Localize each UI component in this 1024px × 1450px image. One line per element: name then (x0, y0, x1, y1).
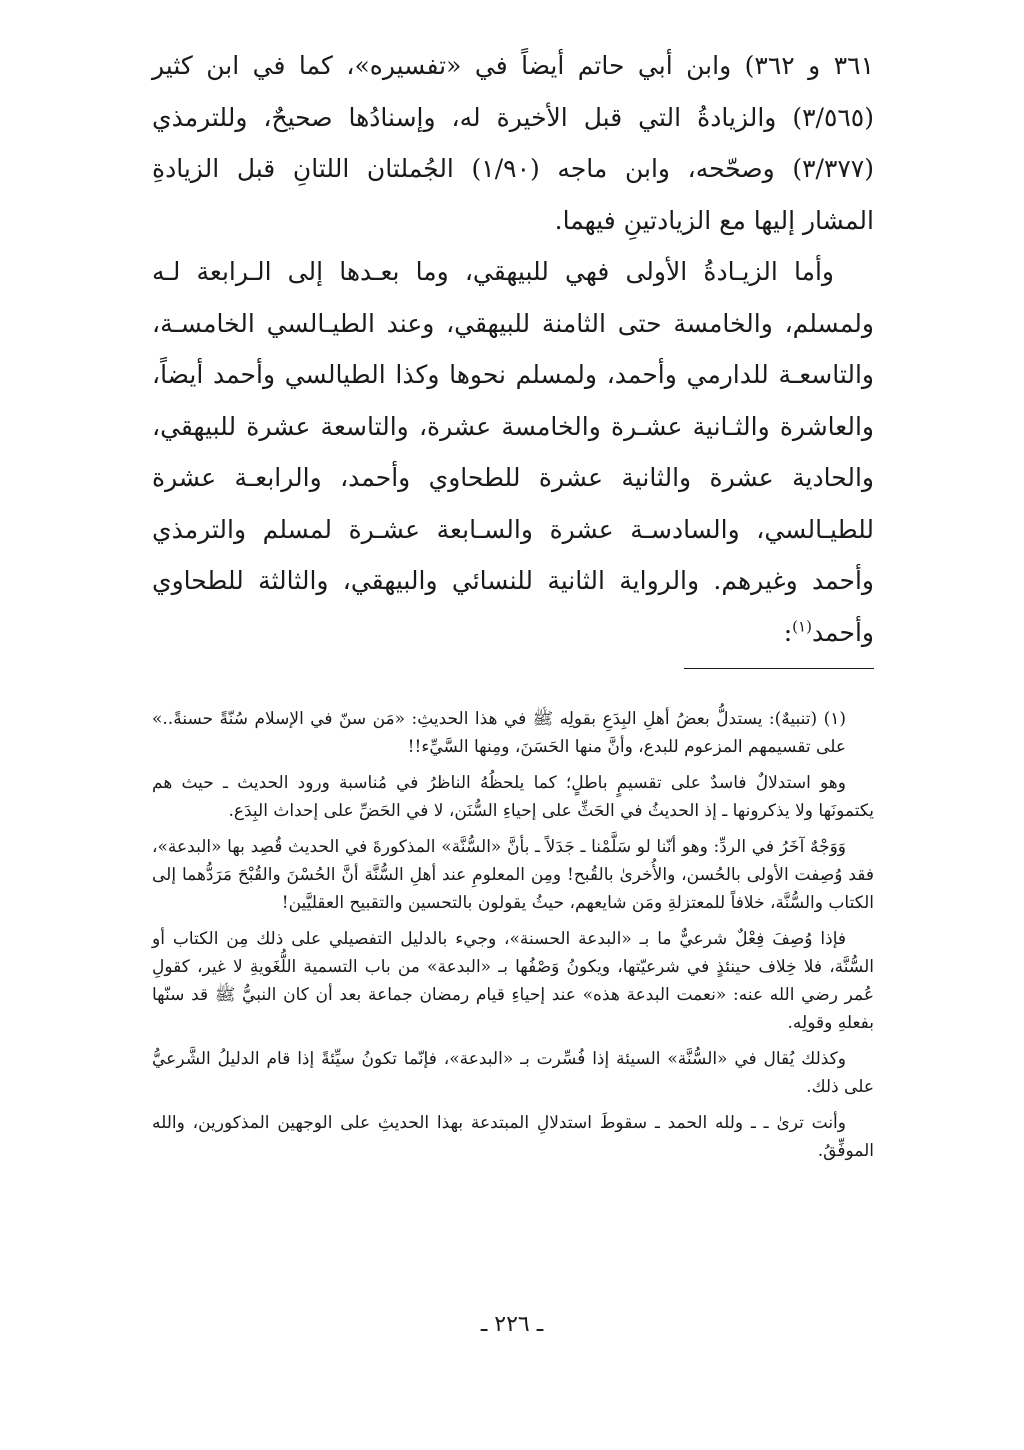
trailing-colon: : (783, 617, 793, 647)
main-text (152, 40, 874, 658)
footnote-paragraph: فإذا وُصِفَ فِعْلٌ شرعيٌّ ما بـ «البدعة الحسنة»، وجيء بالدليل التفصيلي على ذلك مِن الكتاب أو السُّنَّة، فلا خِلاف حينئذٍ في شرعيّتها، ويكونُ وَصْفُها بـ «البدعة» من باب التسمية اللُّغَويةِ لا غير، كقولِ عُمر رضي الله عنه: «نعمت البدعة هذه» عند إحياءِ قيام رمضان جماعة بعد أن كان النبيُّ ﷺ قد سنّها بفعلهِ وقولِه. (152, 929, 874, 1033)
footnote-reference[interactable]: (١) (792, 617, 812, 636)
footnote-paragraph: (١) (تنبيهٌ): يستدلُّ بعضُ أهلِ البِدَعِ بقولِه ﷺ في هذا الحديثِ: «مَن سنّ في الإسلام سُنّةً حسنةً..» على تقسيمهم المزعوم للبدع، وأنَّ منها الحَسَنَ، ومِنها السَّيِّء!! (152, 709, 846, 757)
footnote-paragraph: وكذلك يُقال في «السُّنَّة» السيئة إذا فُسِّرت بـ «البدعة»، فإنّما تكونُ سيِّئةً إذا قام الدليلُ الشَّرعيُّ على ذلك. (152, 1049, 874, 1097)
footnote-paragraph: وَوَجْهٌ آخَرُ في الردِّ: وهو أنّنا لو سَلَّمْنا ـ جَدَلاً ـ بأنَّ «السُّنَّة» المذكورةَ في الحديث قُصِد بها «البدعة»، فقد وُصِفت الأولى بالحُسن، والأُخرىٰ بالقُبح! ومِن المعلومِ عند أهلِ السُّنَّة أنَّ الحُسْنَ والقُبْحَ مَرَدُّهما إلى الكتاب والسُّنَّة، خلافاً للمعتزلةِ ومَن شايعهم، حيثُ يقولون بالتحسين والتقبيح العقليَّين! (152, 837, 874, 913)
footnote-paragraph: وهو استدلالٌ فاسدٌ على تقسيمٍ باطلٍ؛ كما يلحظُهُ الناظرُ في مُناسبة ورود الحديث ـ حيث هم يكتمونَها ولا يذكرونها ـ إذ الحديثُ في الحَثِّ على إحياءِ السُّنَن، لا في الحَضِّ على إحداث البِدَع. (152, 773, 874, 821)
main-paragraph-text: وأما الزيـادةُ الأولى فهي للبيهقي، وما بعـدها إلى الـرابعة لـه ولمسلم، والخامسة حتى الثامنة للبيهقي، وعند الطيـالسي الخامسـة، والتاسعـة للدارمي وأحمد، ولمسلم نحوها وكذا الطيالسي وأحمد أيضاً، والعاشرة والثـانية عشـرة والخامسة عشرة، والتاسعة عشرة للبيهقي، والحادية عشرة والثانية عشرة للطحاوي وأحمد، والرابعـة عشرة للطيـالسي، والسادسـة عشرة والسـابعة عشـرة لمسلم والترمذي وأحمد وغيرهم. والرواية الثانية للنسائي والبيهقي، والثالثة للطحاوي وأحمد (152, 257, 874, 647)
footnote-separator (684, 668, 874, 669)
main-paragraph-continuation: ٣٦١ و ٣٦٢) وابن أبي حاتم أيضاً في «تفسيره»، كما في ابن كثير (٣/٥٦٥) والزيادةُ التي قبل الأخيرة له، وإسنادُها صحيحٌ، وللترمذي (٣/٣٧٧) وصحّحه، وابن ماجه (١/٩٠) الجُملتان اللتانِ قبل الزيادةِ المشار إليها مع الزيادتينِ فيهما. (152, 51, 875, 235)
footnote-paragraph: وأنت ترىٰ ـ ـ ولله الحمد ـ سقوطَ استدلالِ المبتدعة بهذا الحديثِ على الوجهين المذكورين، والله الموفِّقُ. (152, 1113, 874, 1161)
footnotes (152, 705, 874, 1173)
main-paragraph (152, 246, 874, 658)
page-number: ـ ٢٢٦ ـ (480, 1312, 544, 1337)
